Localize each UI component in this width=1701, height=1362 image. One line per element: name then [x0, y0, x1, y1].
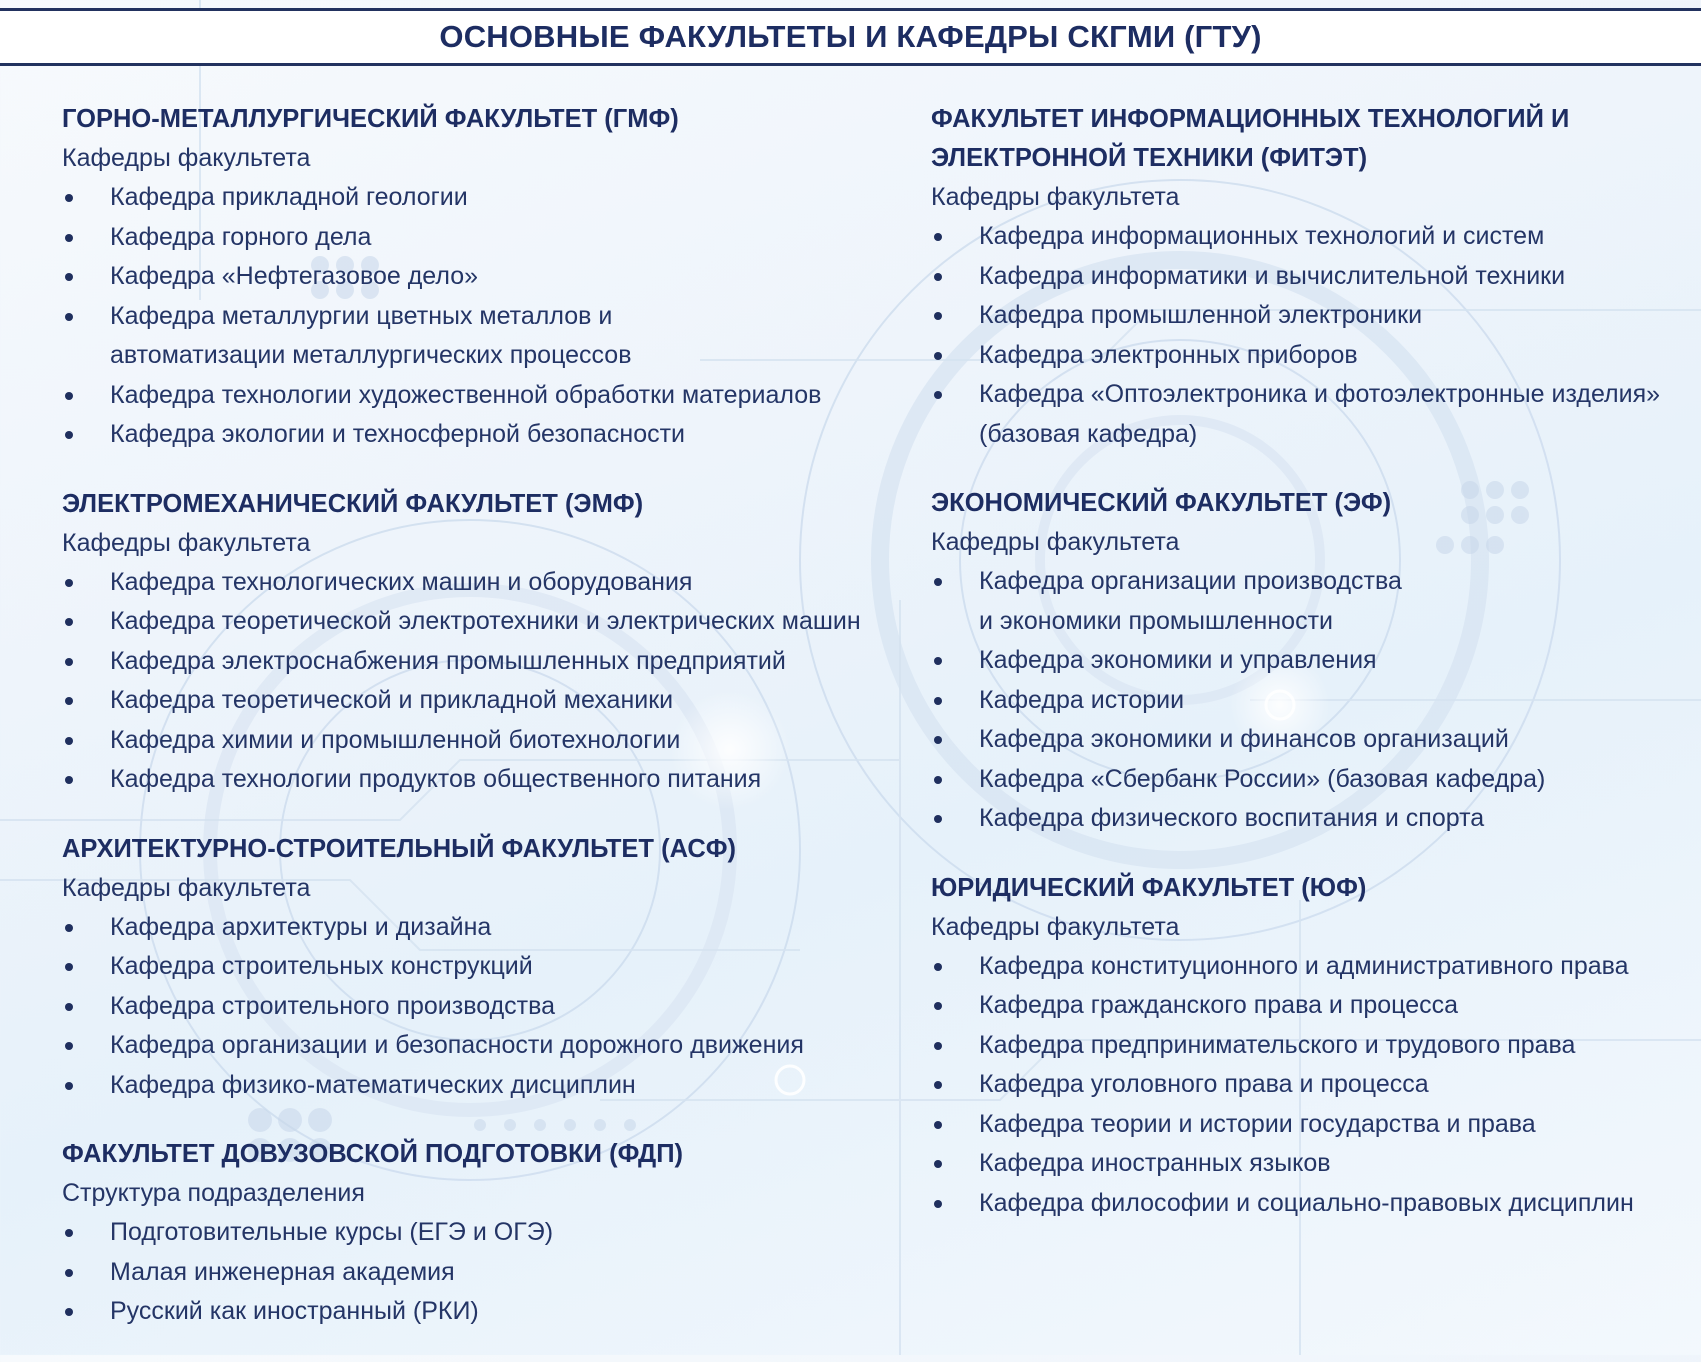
faculty-subtitle: Кафедры факультета — [931, 183, 1180, 211]
department-list — [62, 1213, 922, 1332]
faculty-subtitle: Кафедры факультета — [931, 528, 1180, 556]
department-list — [62, 563, 922, 800]
faculty-subtitle: Структура подразделения — [62, 1179, 365, 1207]
faculty-subtitle: Кафедры факультета — [62, 873, 311, 902]
list-item: Кафедра философии и социально-правовых дисциплин — [931, 1184, 1701, 1224]
list-item: Кафедра электронных приборов — [931, 336, 1701, 376]
list-item: Кафедра технологических машин и оборудования — [62, 563, 922, 603]
list-item: Кафедра экономики и финансов организаций — [931, 720, 1701, 760]
list-item: Кафедра теории и истории государства и права — [931, 1105, 1701, 1145]
list-item: Кафедра строительных конструкций — [62, 947, 922, 987]
faculty-uf — [931, 869, 1701, 1224]
list-item: Кафедра технологии художественной обработки материалов — [62, 376, 922, 416]
page-title: ОСНОВНЫЕ ФАКУЛЬТЕТЫ И КАФЕДРЫ СКГМИ (ГТУ) — [439, 19, 1262, 54]
faculty-subtitle: Кафедры факультета — [931, 912, 1180, 941]
list-item: Русский как иностранный (РКИ) — [62, 1292, 922, 1332]
department-list — [62, 178, 922, 455]
list-item: Подготовительные курсы (ЕГЭ и ОГЭ) — [62, 1213, 922, 1253]
faculty-title: ЭЛЕКТРОМЕХАНИЧЕСКИЙ ФАКУЛЬТЕТ (ЭМФ) — [62, 489, 644, 518]
list-item: Кафедра «Оптоэлектроника и фотоэлектронные изделия» (базовая кафедра) — [931, 375, 1701, 454]
list-item: Кафедра горного дела — [62, 218, 922, 258]
list-item: Кафедра технологии продуктов общественного питания — [62, 760, 922, 800]
faculty-asf — [62, 830, 922, 1106]
list-item: Кафедра теоретической электротехники и электрических машин — [62, 602, 922, 642]
list-item: Кафедра предпринимательского и трудового права — [931, 1026, 1701, 1066]
list-item: Кафедра организации и безопасности дорожного движения — [62, 1026, 922, 1066]
list-item: Кафедра истории — [931, 681, 1701, 721]
page-title-bar — [0, 8, 1701, 66]
faculty-title: АРХИТЕКТУРНО-СТРОИТЕЛЬНЫЙ ФАКУЛЬТЕТ (АСФ) — [62, 834, 737, 863]
list-item: Кафедра металлургии цветных металлов и автоматизации металлургических процессов — [62, 297, 730, 376]
list-item: Кафедра информатики и вычислительной техники — [931, 257, 1701, 297]
list-item: Кафедра химии и промышленной биотехнологии — [62, 721, 922, 761]
list-item: Кафедра «Сбербанк России» (базовая кафедра) — [931, 760, 1701, 800]
faculty-fitet — [931, 100, 1701, 454]
list-item: Кафедра теоретической и прикладной механики — [62, 681, 922, 721]
department-list — [931, 947, 1701, 1224]
right-column — [931, 100, 1701, 1253]
list-item: Кафедра физико-математических дисциплин — [62, 1066, 922, 1106]
department-list — [931, 217, 1701, 454]
list-item: Кафедра физического воспитания и спорта — [931, 799, 1701, 839]
list-item: Кафедра организации производства и экономики промышленности — [931, 562, 1409, 641]
faculty-gmf — [62, 100, 922, 455]
faculty-title: ЮРИДИЧЕСКИЙ ФАКУЛЬТЕТ (ЮФ) — [931, 873, 1367, 902]
list-item: Кафедра промышленной электроники — [931, 296, 1701, 336]
department-list — [62, 908, 922, 1106]
faculty-title: ФАКУЛЬТЕТ ИНФОРМАЦИОННЫХ ТЕХНОЛОГИЙ И ЭЛЕКТРОННОЙ ТЕХНИКИ (ФИТЭТ) — [931, 105, 1570, 172]
faculty-subtitle: Кафедры факультета — [62, 144, 311, 172]
list-item: Кафедра архитектуры и дизайна — [62, 908, 922, 948]
list-item: Кафедра информационных технологий и систем — [931, 217, 1701, 257]
list-item: Кафедра прикладной геологии — [62, 178, 922, 218]
faculty-title: ЭКОНОМИЧЕСКИЙ ФАКУЛЬТЕТ (ЭФ) — [931, 489, 1392, 517]
faculty-ef — [931, 484, 1701, 839]
faculty-subtitle: Кафедры факультета — [62, 528, 311, 557]
department-list — [931, 562, 1701, 839]
list-item: Кафедра экономики и управления — [931, 641, 1701, 681]
list-item: Малая инженерная академия — [62, 1253, 922, 1293]
left-column — [62, 100, 922, 1362]
list-item: Кафедра «Нефтегазовое дело» — [62, 257, 922, 297]
list-item: Кафедра электроснабжения промышленных предприятий — [62, 642, 922, 682]
faculty-title: ГОРНО-МЕТАЛЛУРГИЧЕСКИЙ ФАКУЛЬТЕТ (ГМФ) — [62, 105, 679, 133]
list-item: Кафедра уголовного права и процесса — [931, 1065, 1701, 1105]
list-item: Кафедра конституционного и административного права — [931, 947, 1701, 987]
list-item: Кафедра экологии и техносферной безопасности — [62, 415, 922, 455]
list-item: Кафедра иностранных языков — [931, 1144, 1701, 1184]
faculty-fdp — [62, 1135, 922, 1332]
faculty-emf — [62, 485, 922, 800]
list-item: Кафедра строительного производства — [62, 987, 922, 1027]
list-item: Кафедра гражданского права и процесса — [931, 986, 1701, 1026]
faculty-title: ФАКУЛЬТЕТ ДОВУЗОВСКОЙ ПОДГОТОВКИ (ФДП) — [62, 1140, 684, 1168]
